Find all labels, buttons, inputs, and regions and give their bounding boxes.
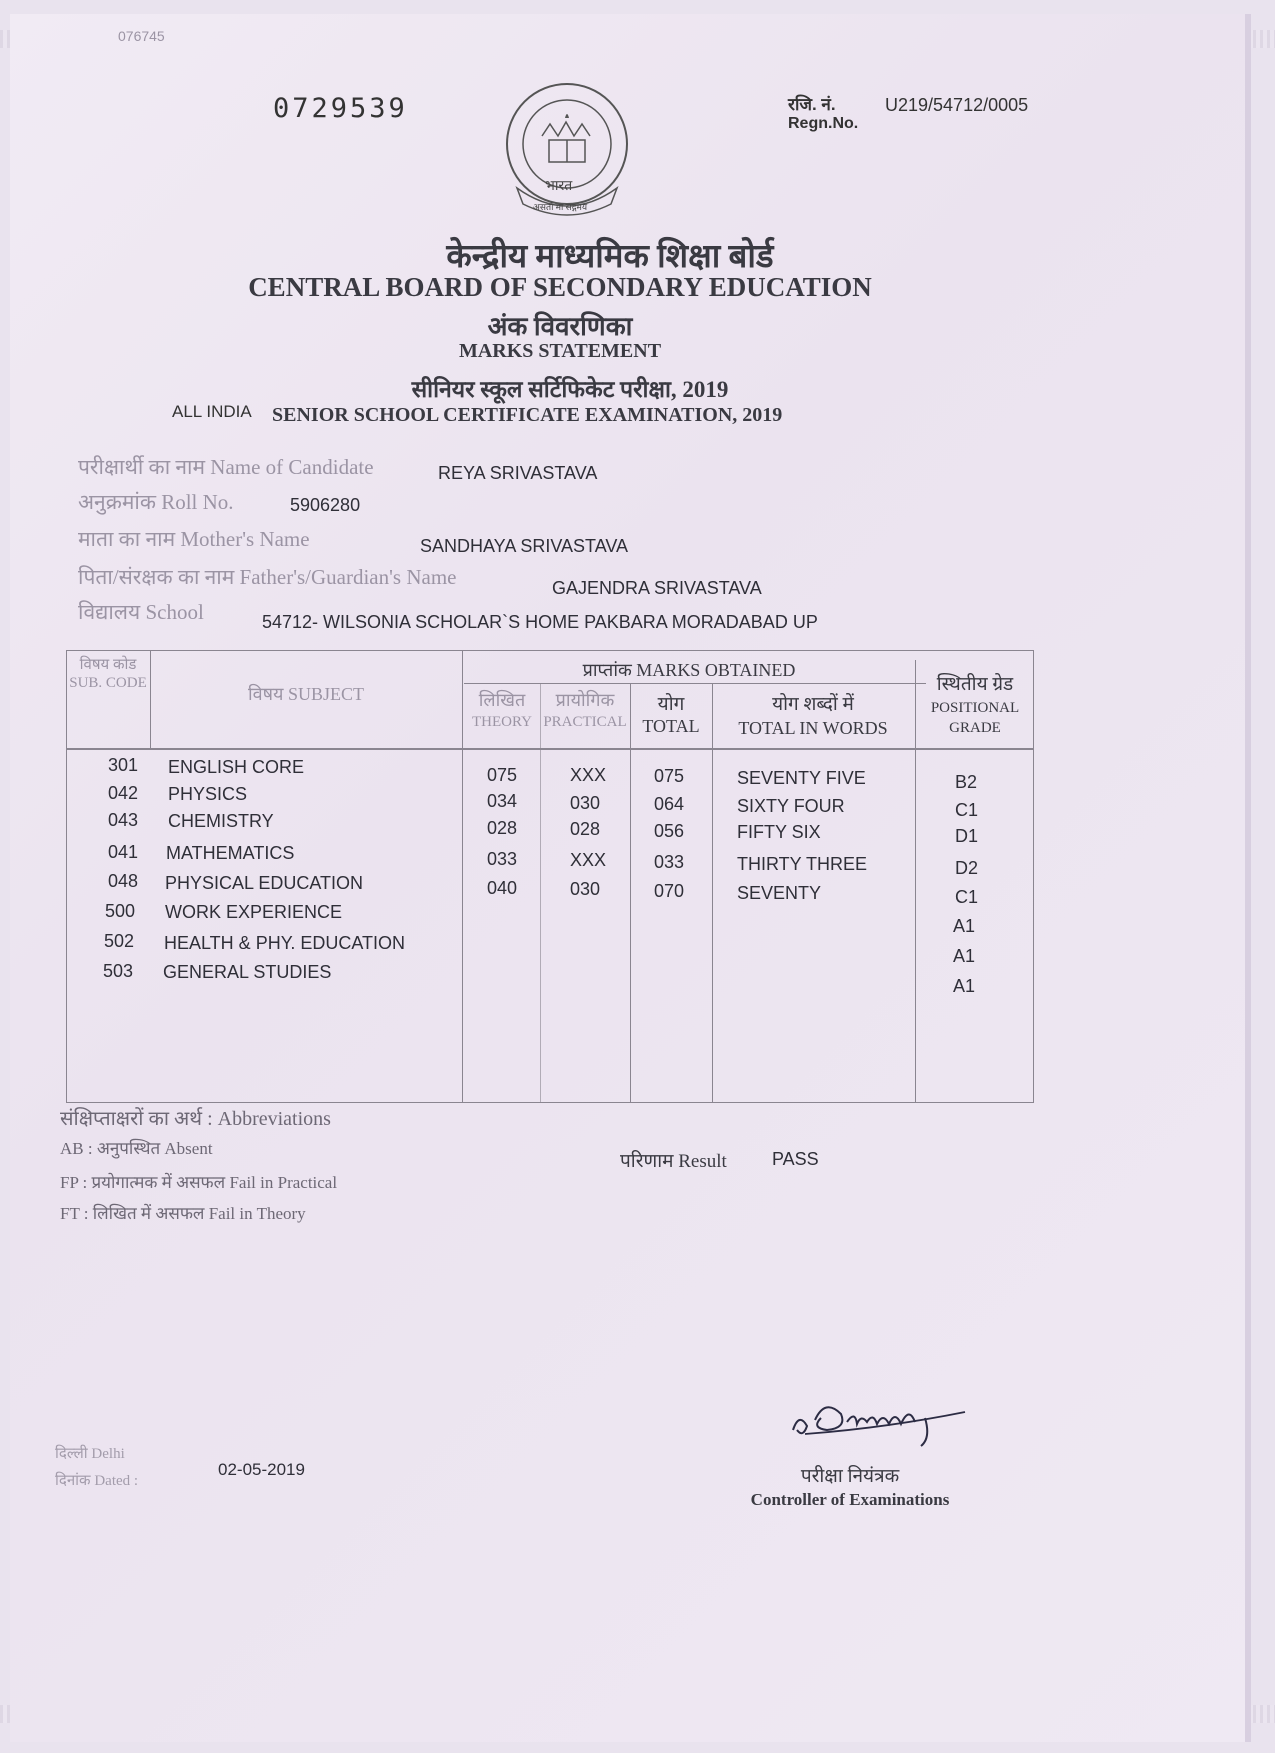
board-name-english: CENTRAL BOARD OF SECONDARY EDUCATION: [248, 272, 872, 302]
subject-name: PHYSICAL EDUCATION: [165, 873, 364, 893]
header-grade-hindi: स्थितीय ग्रेड: [936, 674, 1014, 695]
candidate-name: REYA SRIVASTAVA: [438, 463, 598, 483]
positional-grade: A1: [953, 946, 976, 966]
logo-motto-text: असतो मा सद्गमय: [533, 202, 588, 212]
practical-marks: XXX: [570, 850, 607, 870]
practical-marks: 030: [570, 793, 601, 813]
document-title-english: MARKS STATEMENT: [458, 340, 662, 362]
cbse-logo: [497, 76, 637, 231]
positional-grade: C1: [955, 887, 979, 907]
total-marks: 056: [654, 821, 685, 841]
sub-code: 502: [104, 931, 135, 951]
mother-name-label: माता का नाम Mother's Name: [78, 527, 310, 551]
controller-title-hindi: परीक्षा नियंत्रक: [800, 1466, 900, 1487]
subject-name: GENERAL STUDIES: [163, 962, 332, 982]
subject-name: PHYSICS: [168, 784, 248, 804]
table-right-border: [1033, 650, 1034, 1102]
positional-grade: C1: [955, 800, 979, 820]
words-column-divider: [915, 660, 916, 1102]
place-label: दिल्ली Delhi: [55, 1446, 125, 1462]
header-bottom-border: [66, 748, 1034, 750]
abbreviation-fail-theory: FT : लिखित में असफल Fail in Theory: [60, 1204, 306, 1223]
positional-grade: B2: [955, 772, 978, 792]
logo-bharat-text: भारत: [545, 179, 573, 194]
sub-code: 048: [108, 871, 139, 891]
regn-number: U219/54712/0005: [885, 95, 1029, 115]
header-theory-hindi: लिखित: [478, 690, 526, 710]
theory-column-divider: [540, 683, 541, 1102]
father-name-label: पिता/संरक्षक का नाम Father's/Guardian's Name: [78, 565, 457, 589]
signature-icon: [785, 1390, 970, 1450]
sub-code: 042: [108, 783, 139, 803]
subject-column-divider: [462, 650, 463, 1102]
subject-name: MATHEMATICS: [166, 843, 295, 863]
header-total: TOTAL: [642, 716, 700, 736]
serial-number: 0729539: [273, 93, 408, 124]
controller-title-english: Controller of Examinations: [750, 1490, 950, 1509]
exam-prefix: ALL INDIA: [172, 402, 252, 421]
roll-number: 5906280: [290, 495, 361, 515]
marks-subheader-line: [464, 683, 926, 684]
practical-column-divider: [630, 683, 631, 1102]
exam-name-english: SENIOR SCHOOL CERTIFICATE EXAMINATION, 2019: [272, 404, 783, 426]
school-label: विद्यालय School: [78, 600, 204, 624]
sub-code: 500: [105, 901, 136, 921]
total-marks: 064: [654, 794, 685, 814]
total-marks: 033: [654, 852, 685, 872]
table-bottom-border: [66, 1102, 1034, 1103]
roll-number-label: अनुक्रमांक Roll No.: [78, 490, 234, 514]
positional-grade: D2: [955, 858, 979, 878]
total-marks: 075: [654, 766, 685, 786]
issue-date: 02-05-2019: [218, 1460, 305, 1479]
form-number: 076745: [118, 28, 165, 44]
header-words-hindi: योग शब्दों में: [772, 694, 854, 715]
result-value: PASS: [772, 1149, 819, 1169]
father-name: GAJENDRA SRIVASTAVA: [552, 578, 762, 598]
theory-marks: 040: [487, 878, 518, 898]
subject-name: WORK EXPERIENCE: [165, 902, 343, 922]
theory-marks: 028: [487, 818, 518, 838]
practical-marks: 030: [570, 879, 601, 899]
sub-code: 503: [103, 961, 134, 981]
total-in-words: SEVENTY: [737, 883, 822, 903]
mother-name: SANDHAYA SRIVASTAVA: [420, 536, 629, 556]
theory-marks: 075: [487, 765, 518, 785]
header-total-in-words: TOTAL IN WORDS: [738, 718, 888, 738]
total-in-words: THIRTY THREE: [737, 854, 868, 874]
positional-grade: A1: [953, 976, 976, 996]
total-marks: 070: [654, 881, 685, 901]
regn-label-english: Regn.No.: [788, 115, 859, 132]
subject-name: ENGLISH CORE: [168, 757, 305, 777]
abbreviation-fail-practical: FP : प्रयोगात्मक में असफल Fail in Practical: [60, 1173, 338, 1192]
sub-code: 041: [108, 842, 139, 862]
abbreviation-absent: AB : अनुपस्थित Absent: [60, 1139, 213, 1158]
header-theory: THEORY: [472, 714, 532, 730]
regn-label-hindi: रजि. नं.: [788, 95, 836, 114]
theory-marks: 034: [487, 791, 518, 811]
board-name-hindi: केन्द्रीय माध्यमिक शिक्षा बोर्ड: [446, 239, 774, 275]
school-name: 54712- WILSONIA SCHOLAR`S HOME PAKBARA MORADABAD UP: [262, 612, 818, 632]
candidate-name-label: परीक्षार्थी का नाम Name of Candidate: [78, 455, 374, 479]
header-practical: PRACTICAL: [543, 714, 627, 730]
header-marks-obtained: प्राप्तांक MARKS OBTAINED: [582, 660, 796, 680]
header-subject: विषय SUBJECT: [247, 684, 365, 704]
dated-label: दिनांक Dated :: [55, 1473, 139, 1489]
table-left-border: [66, 650, 67, 1102]
abbreviations-title: संक्षिप्ताक्षरों का अर्थ : Abbreviations: [60, 1108, 331, 1130]
sub-code: 301: [108, 755, 139, 775]
total-in-words: SIXTY FOUR: [737, 796, 845, 816]
subject-name: HEALTH & PHY. EDUCATION: [164, 933, 406, 953]
exam-name-hindi: सीनियर स्कूल सर्टिफिकेट परीक्षा, 2019: [411, 377, 729, 402]
controller-signature: [785, 1390, 970, 1455]
total-in-words: SEVENTY FIVE: [737, 768, 866, 788]
positional-grade: A1: [953, 916, 976, 936]
header-practical-hindi: प्रायोगिक: [555, 690, 615, 710]
sub-code: 043: [108, 810, 139, 830]
document-title-hindi: अंक विवरणिका: [487, 312, 633, 341]
header-sub-code: विषय कोड SUB. CODE: [69, 657, 147, 691]
total-column-divider: [712, 683, 713, 1102]
table-top-border: [66, 650, 1034, 651]
result-label: परिणाम Result: [620, 1151, 727, 1172]
header-positional-grade: POSITIONAL GRADE: [930, 700, 1020, 736]
total-in-words: FIFTY SIX: [737, 822, 821, 842]
subject-name: CHEMISTRY: [168, 811, 274, 831]
theory-marks: 033: [487, 849, 518, 869]
practical-marks: 028: [570, 819, 601, 839]
positional-grade: D1: [955, 826, 979, 846]
header-total-hindi: योग: [657, 694, 685, 715]
practical-marks: XXX: [570, 765, 607, 785]
